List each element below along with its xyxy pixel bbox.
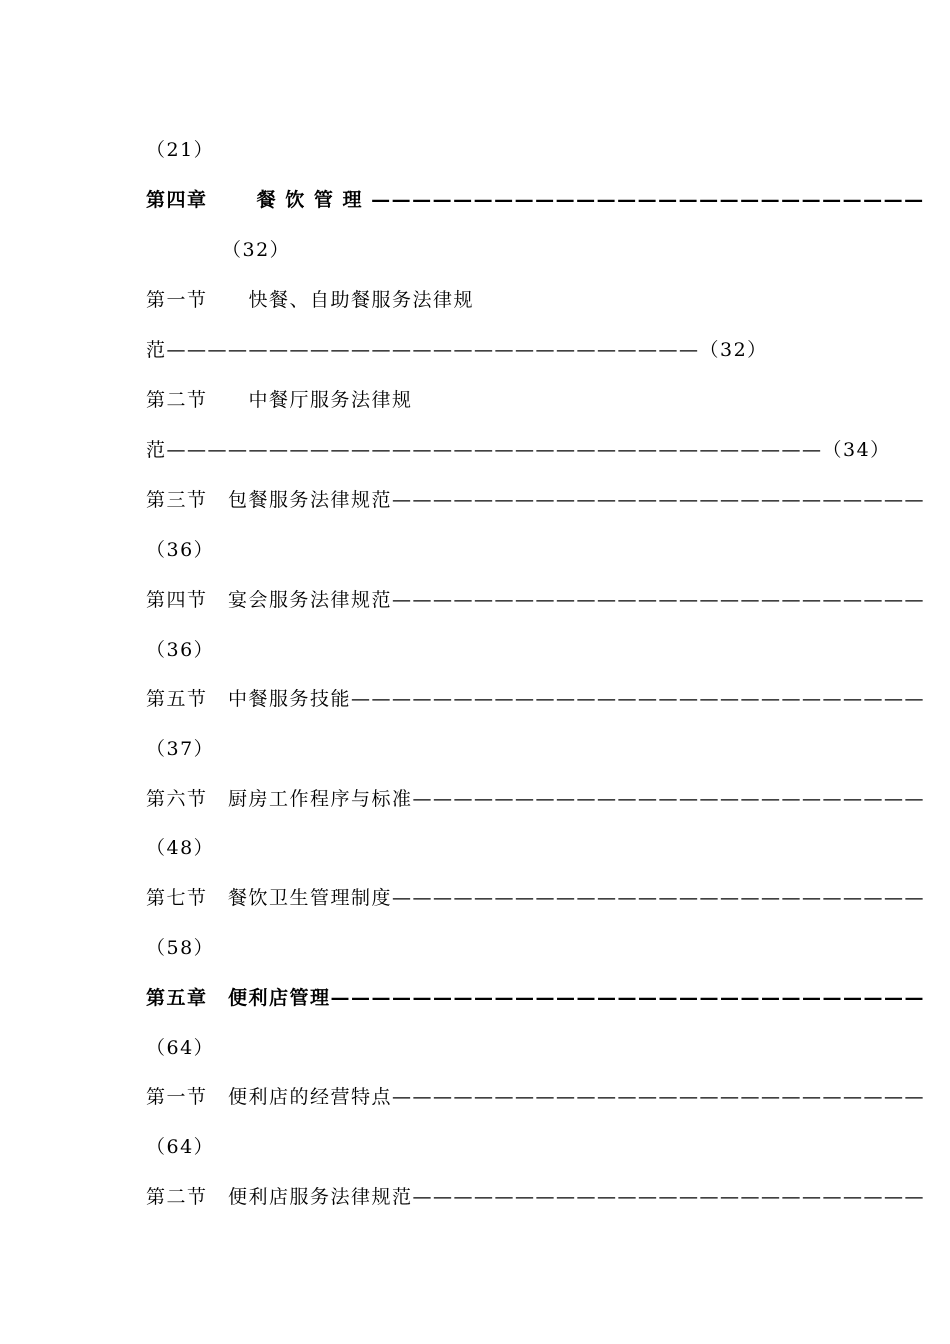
toc-page-number: （21） (146, 139, 215, 161)
toc-section-1-cont: 范——————————————————————————（32） (146, 339, 768, 361)
toc-chapter-4: 第四章 餐 饮 管 理 ——————————————————————————— (146, 189, 925, 211)
toc-page-number: （37） (146, 738, 215, 760)
toc-page-number: （36） (146, 539, 215, 561)
toc-section-2-cont: 范————————————————————————————————（34） (146, 439, 891, 461)
toc-section-5: 第五节 中餐服务技能———————————————————————————— (146, 688, 926, 710)
toc-section-3: 第三节 包餐服务法律规范—————————————————————————— (146, 489, 926, 511)
toc-page-number: （48） (146, 837, 215, 859)
toc-page-number: （36） (146, 639, 215, 661)
toc-page-number: （32） (222, 239, 291, 261)
toc-section-4: 第四节 宴会服务法律规范—————————————————————————— (146, 589, 926, 611)
toc-page-number: （64） (146, 1136, 215, 1158)
toc-section-1: 第一节 快餐、自助餐服务法律规 (146, 289, 475, 311)
toc-section-2: 第二节 便利店服务法律规范————————————————————————— (146, 1186, 926, 1208)
toc-section-1: 第一节 便利店的经营特点—————————————————————————— (146, 1086, 926, 1108)
toc-section-7: 第七节 餐饮卫生管理制度—————————————————————————— (146, 887, 926, 909)
toc-page-number: （58） (146, 937, 215, 959)
toc-page-number: （64） (146, 1037, 215, 1059)
toc-section-2: 第二节 中餐厅服务法律规 (146, 389, 413, 411)
toc-section-6: 第六节 厨房工作程序与标准————————————————————————— (146, 788, 926, 810)
toc-chapter-5: 第五章 便利店管理————————————————————————————— (146, 987, 926, 1009)
